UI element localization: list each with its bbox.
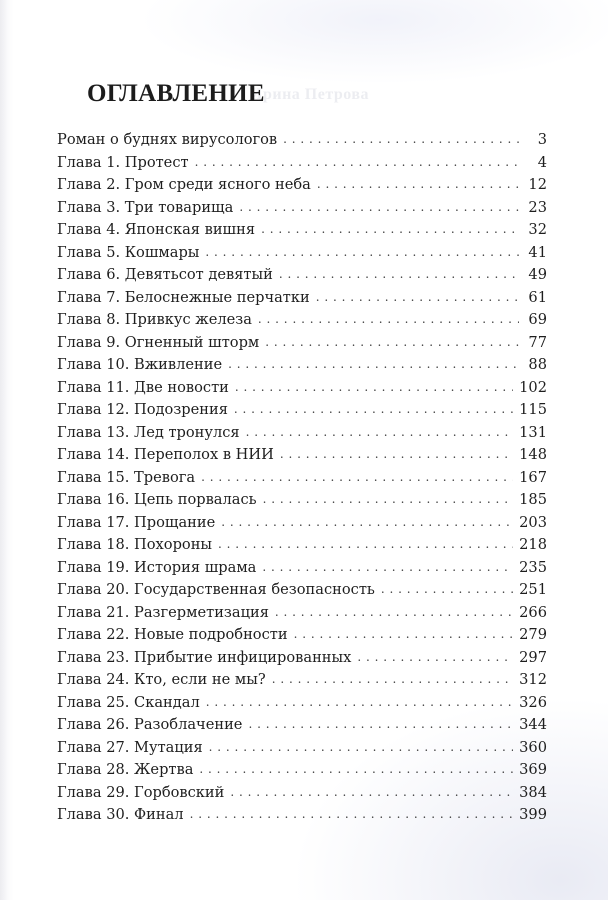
dot-leader [272,668,513,691]
toc-entry-page: 279 [519,626,547,643]
toc-entry-title: Глава 10. Вживление [57,356,223,373]
toc-entry-page: 115 [519,401,547,418]
toc-entry-title: Глава 25. Скандал [57,693,200,711]
dot-leader [262,556,513,579]
toc-entry-title: Глава 17. Прощание [57,513,216,531]
toc-entry-page: 203 [519,513,547,531]
toc-entry-title: Глава 15. Тревога [57,468,196,486]
toc-entry-title: Глава 9. Огненный шторм [57,333,260,351]
toc-entry-title: Глава 6. Девятьсот девятый [57,266,273,283]
toc-entry-title: Глава 24. Кто, если не мы? [57,671,266,688]
dot-leader [246,421,513,444]
dot-leader [248,713,513,736]
dot-leader [316,286,519,309]
toc-entry-title: Глава 7. Белоснежные перчатки [57,288,310,306]
dot-leader [201,466,513,489]
toc-entry-title: Глава 11. Две новости [57,378,229,396]
toc-entry-title: Глава 1. Протест [57,153,189,171]
toc-entry [57,624,547,647]
toc-entry-page: 131 [519,423,547,441]
toc-entry-page: 3 [537,131,547,148]
toc-entry-title: Глава 12. Подозрения [57,401,228,418]
dot-leader [279,263,519,286]
toc-entry [57,377,547,400]
toc-entry [57,579,547,602]
toc-entry-page: 148 [519,446,547,463]
dot-leader [199,758,513,781]
toc-entry [57,602,547,625]
toc-entry [57,804,547,827]
dot-leader [263,488,514,511]
toc-entry-page: 312 [519,671,547,688]
dot-leader [261,218,519,241]
toc-entry-title: Глава 4. Японская вишня [57,221,256,238]
toc-entry-title: Глава 22. Новые подробности [57,626,288,643]
dot-leader [381,578,513,601]
dot-leader [258,308,519,331]
toc-entry-title: Глава 26. Разоблачение [57,716,243,733]
toc-entry-page: 235 [519,558,547,576]
toc-entry [57,129,547,152]
toc-entry [57,759,547,782]
toc-entry-title: Глава 3. Три товарища [57,198,234,216]
dot-leader [190,803,514,826]
toc-entry [57,264,547,287]
toc-entry [57,399,547,422]
toc-entry-page: 384 [519,783,547,801]
toc-entry-page: 32 [528,221,547,238]
dot-leader [218,533,513,556]
toc-entry-page: 41 [528,243,547,261]
toc-entry [57,309,547,332]
toc-entry-page: 344 [519,716,547,733]
toc-entry [57,782,547,805]
toc-entry [57,219,547,242]
toc-entry [57,489,547,512]
page-title: ОГЛАВЛЕНИЕ [87,80,265,107]
dot-leader [206,691,513,714]
toc-entry [57,332,547,355]
dot-leader [209,736,513,759]
toc-entry-title: Глава 21. Разгерметизация [57,603,269,621]
toc-entry-page: 61 [528,288,547,306]
toc-entry-title: Глава 27. Мутация [57,738,203,756]
toc-entry-page: 167 [519,468,547,486]
dot-leader [265,331,519,354]
toc-entry [57,174,547,197]
dot-leader [317,173,519,196]
dot-leader [275,601,513,624]
dot-leader [280,443,513,466]
toc-entry-page: 297 [519,648,547,666]
toc-entry-page: 12 [528,176,547,193]
toc-entry-page: 266 [519,603,547,621]
toc-entry [57,512,547,535]
dot-leader [239,196,519,219]
toc-entry-page: 218 [519,536,547,553]
toc-entry-page: 251 [519,581,547,598]
dot-leader [195,151,519,174]
toc-entry-title: Глава 5. Кошмары [57,243,200,261]
toc-entry [57,534,547,557]
dot-leader [294,623,514,646]
toc-entry-page: 369 [519,761,547,778]
toc-entry-title: Глава 23. Прибытие инфицированных [57,648,352,666]
toc-entry [57,669,547,692]
toc-entry [57,242,547,265]
toc-entry-page: 326 [519,693,547,711]
toc-entry-page: 23 [528,198,547,216]
dot-leader [357,646,513,669]
toc-entry-page: 88 [528,356,547,373]
toc-entry-page: 360 [519,738,547,756]
toc-entry-title: Глава 18. Похороны [57,536,213,553]
toc-entry [57,467,547,490]
toc-entry [57,737,547,760]
table-of-contents [57,129,547,827]
dot-leader [235,376,513,399]
toc-entry [57,647,547,670]
show-through-text: Ирина Петрова [250,86,370,103]
toc-entry [57,152,547,175]
toc-entry [57,422,547,445]
toc-entry-page: 49 [528,266,547,283]
dot-leader [228,353,519,376]
toc-entry [57,692,547,715]
toc-entry [57,557,547,580]
toc-entry [57,354,547,377]
toc-entry-title: Глава 19. История шрама [57,558,257,576]
toc-entry-page: 4 [537,153,547,171]
toc-entry-title: Роман о буднях вирусологов [57,131,278,148]
toc-entry-title: Глава 16. Цепь порвалась [57,491,257,508]
toc-entry-page: 102 [519,378,547,396]
toc-entry-title: Глава 2. Гром среди ясного неба [57,176,311,193]
toc-entry-title: Глава 28. Жертва [57,761,194,778]
dot-leader [230,781,513,804]
dot-leader [283,128,519,151]
toc-entry-page: 69 [528,311,547,328]
dot-leader [205,241,519,264]
toc-entry [57,197,547,220]
toc-entry-title: Глава 13. Лед тронулся [57,423,240,441]
toc-entry-title: Глава 8. Привкус железа [57,311,252,328]
toc-entry [57,287,547,310]
toc-entry-title: Глава 14. Переполох в НИИ [57,446,274,463]
toc-entry-title: Глава 20. Государственная безопасность [57,581,375,598]
toc-entry [57,714,547,737]
toc-entry-title: Глава 30. Финал [57,806,184,823]
toc-entry-page: 399 [519,806,547,823]
toc-entry-page: 77 [528,333,547,351]
toc-entry [57,444,547,467]
toc-entry-page: 185 [519,491,547,508]
dot-leader [221,511,513,534]
dot-leader [234,398,513,421]
toc-entry-title: Глава 29. Горбовский [57,783,225,801]
